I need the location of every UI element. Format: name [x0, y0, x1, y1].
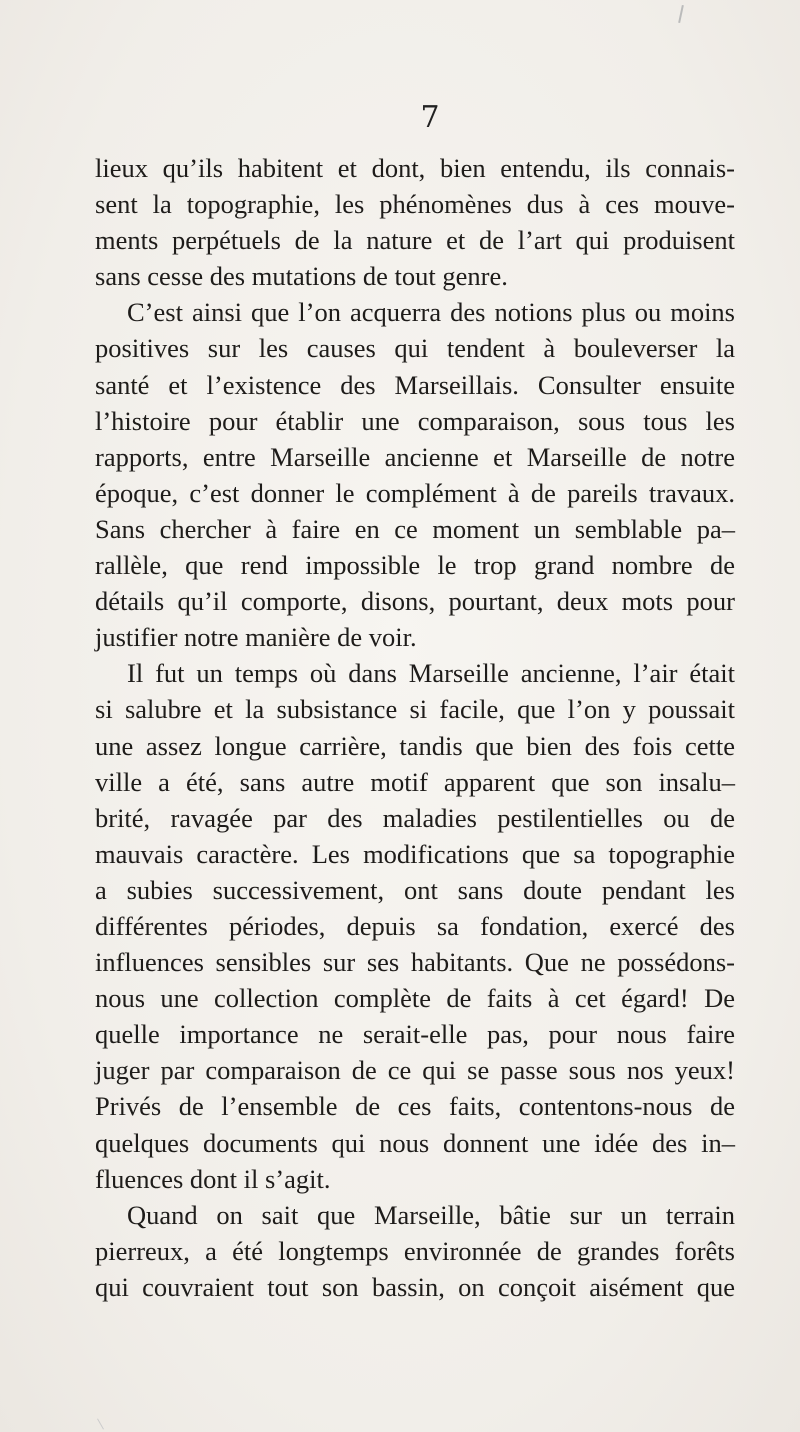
text-line: sent la topographie, les phénomènes dus à ces mouve- [95, 189, 735, 220]
text-line: Quand on sait que Marseille, bâtie sur un terrain [127, 1199, 735, 1230]
text-line: fluences dont il s’agit. [95, 1163, 331, 1194]
text-line: si salubre et la subsistance si facile, que l’on y poussait [95, 694, 735, 725]
text-line: différentes périodes, depuis sa fondation, exercé des [95, 910, 735, 941]
text-line: quelle importance ne serait-elle pas, pour nous faire [95, 1019, 735, 1050]
text-line: mauvais caractère. Les modifications que sa topographie [95, 838, 735, 869]
text-line: ville a été, sans autre motif apparent que son insalu– [95, 766, 735, 797]
text-line: époque, c’est donner le complément à de pareils travaux. [95, 477, 735, 508]
text-line: santé et l’existence des Marseillais. Consulter ensuite [95, 369, 735, 400]
text-line: rapports, entre Marseille ancienne et Marseille de notre [95, 441, 735, 472]
text-line: nous une collection complète de faits à cet égard! De [95, 983, 735, 1014]
text-line: ments perpétuels de la nature et de l’art qui produisent [95, 225, 735, 256]
text-line: rallèle, que rend impossible le trop grand nombre de [95, 550, 735, 581]
text-line: positives sur les causes qui tendent à bouleverser la [95, 333, 735, 364]
text-line: sans cesse des mutations de tout genre. [95, 261, 508, 292]
text-line: justifier notre manière de voir. [95, 622, 417, 653]
text-line: l’histoire pour établir une comparaison, sous tous les [95, 405, 735, 436]
text-line: a subies successivement, ont sans doute pendant les [95, 874, 735, 905]
text-line: quelques documents qui nous donnent une idée des in– [95, 1127, 735, 1158]
text-line: Il fut un temps où dans Marseille ancienne, l’air était [127, 658, 735, 689]
text-line: brité, ravagée par des maladies pestilentielles ou de [95, 802, 735, 833]
body-text [95, 150, 735, 1305]
text-line: C’est ainsi que l’on acquerra des notions plus ou moins [127, 297, 735, 328]
text-line: juger par comparaison de ce qui se passe sous nos yeux! [95, 1055, 735, 1086]
text-line: Privés de l’ensemble de ces faits, contentons-nous de [95, 1091, 735, 1122]
text-line: influences sensibles sur ses habitants. Que ne possédons- [95, 947, 735, 978]
paper-mark [678, 5, 684, 23]
paper-mark [97, 1419, 104, 1430]
text-line: qui couvraient tout son bassin, on conçoit aisément que [95, 1271, 735, 1302]
text-line: une assez longue carrière, tandis que bien des fois cette [95, 730, 735, 761]
page-number: 7 [420, 100, 440, 135]
text-line: Sans chercher à faire en ce moment un semblable pa– [95, 513, 735, 544]
text-line: détails qu’il comporte, disons, pourtant, deux mots pour [95, 586, 735, 617]
text-line: pierreux, a été longtemps environnée de grandes forêts [95, 1235, 735, 1266]
text-line: lieux qu’ils habitent et dont, bien entendu, ils connais- [95, 153, 735, 183]
